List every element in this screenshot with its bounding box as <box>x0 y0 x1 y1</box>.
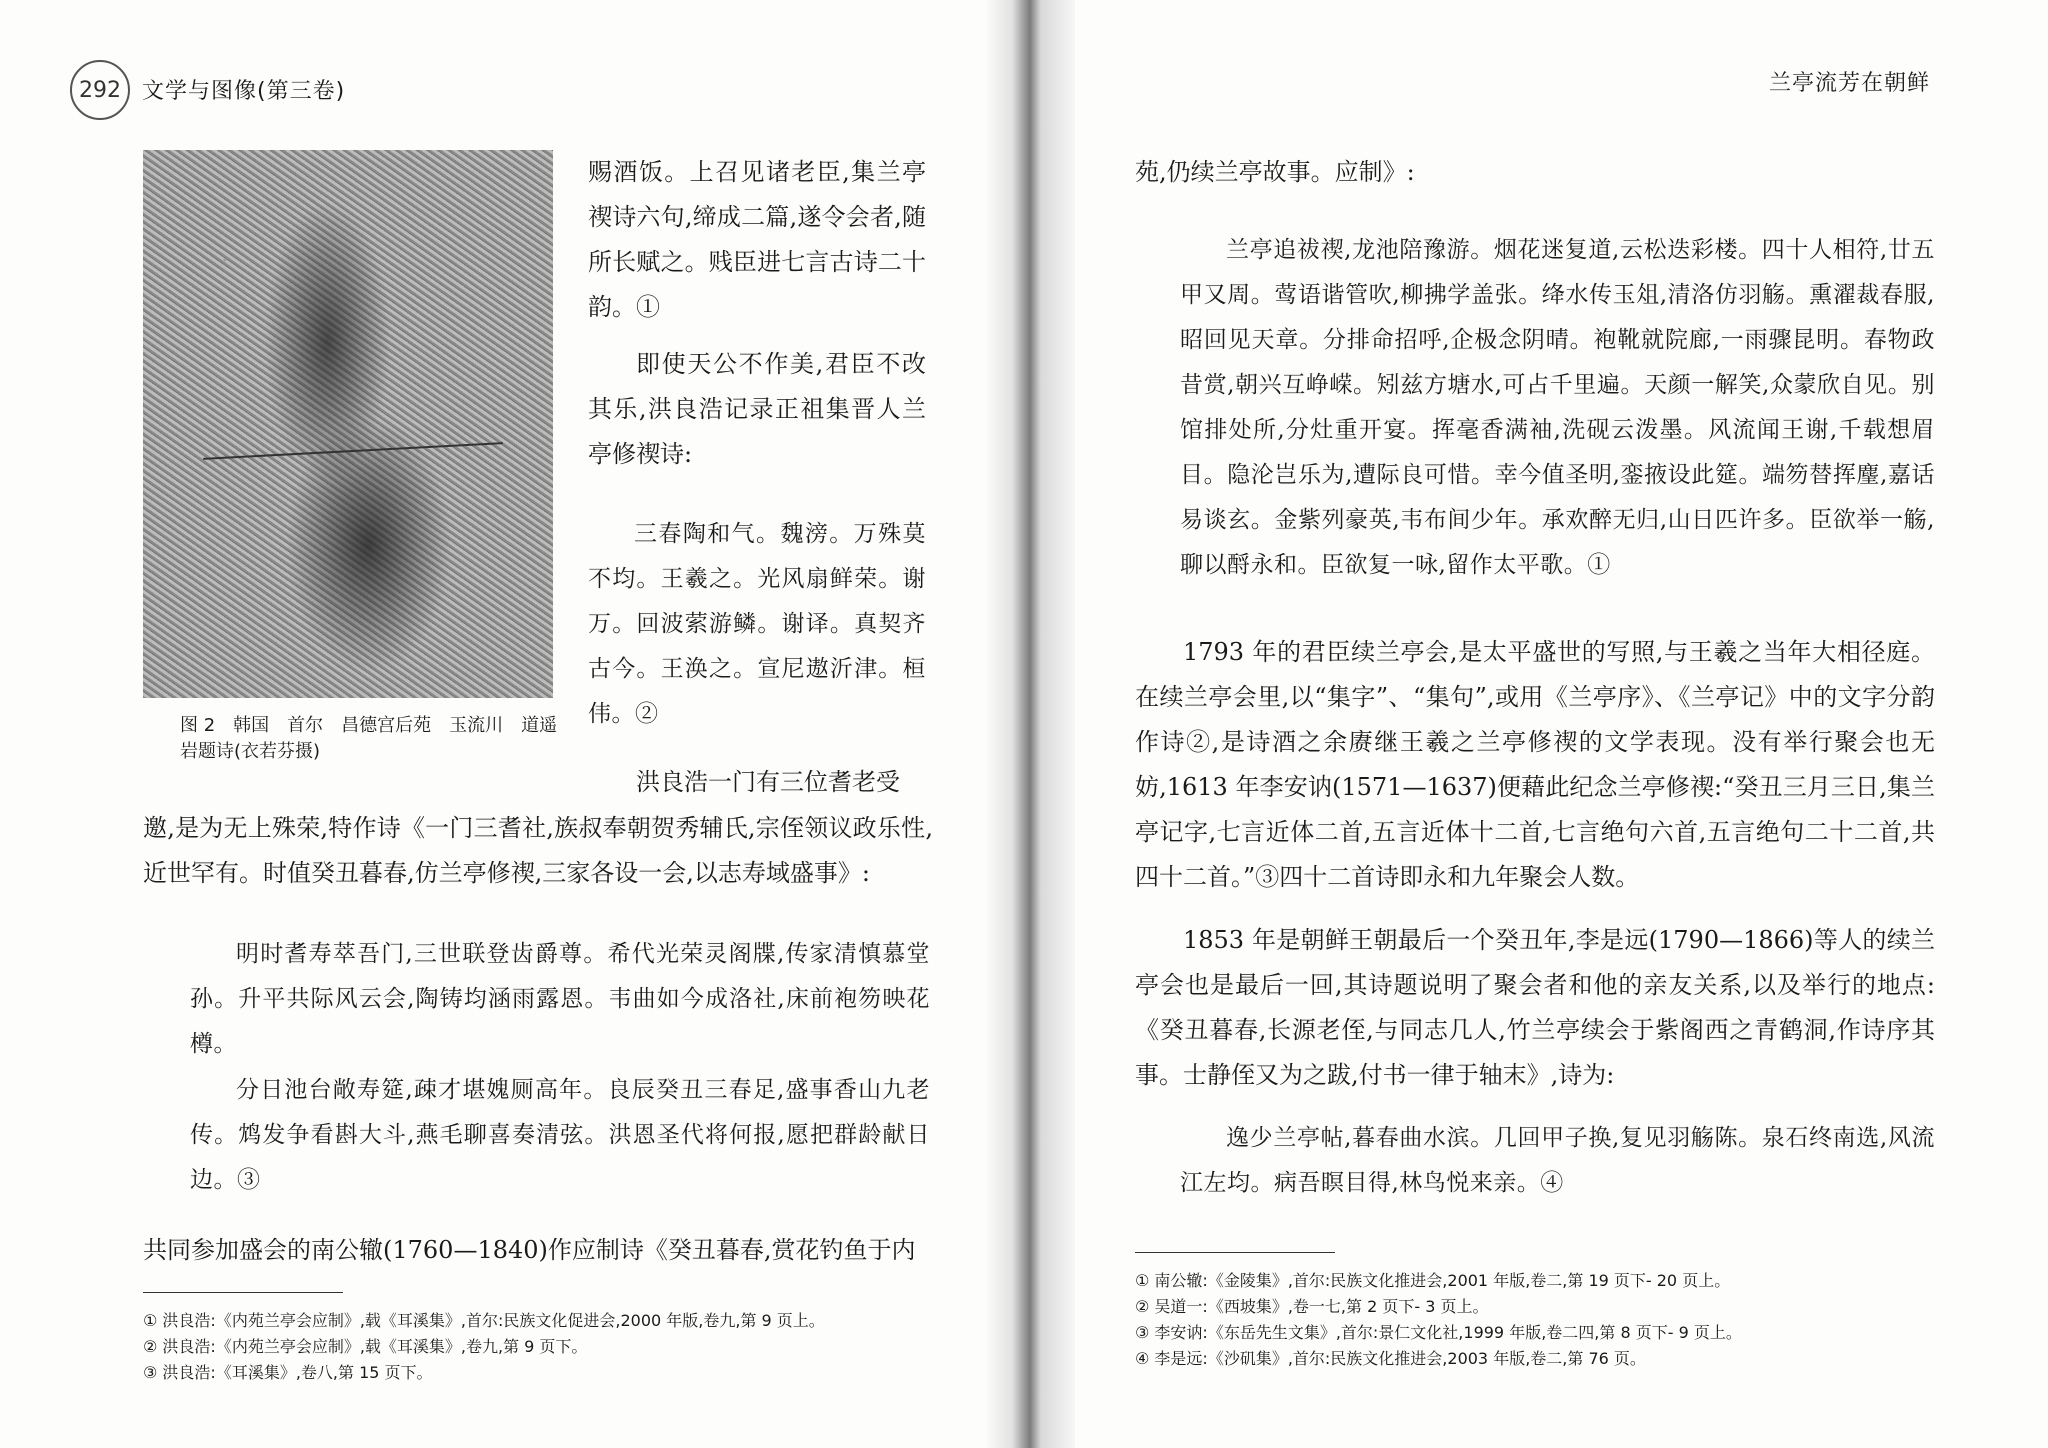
left-quote-2: 明时耆寿萃吾门,三世联登齿爵尊。希代光荣灵阁牒,传家清慎慕堂孙。升平共际风云会,陶铸均涵雨露恩。韦曲如今成洛社,床前袍笏映花樽。 <box>190 941 930 1057</box>
footnote-rule-right <box>1135 1252 1335 1253</box>
right-quote-1: 兰亭追祓禊,龙池陪豫游。烟花迷复道,云松迭彩楼。四十人相符,廿五甲又周。莺语谐管吹,柳拂学盖张。绛水传玉俎,清洛仿羽觞。熏濯裁春服,昭回见天章。分排命招呼,企极念阴晴。袍靴就院廊,一雨骤昆明。春物政昔赏,朝兴互峥嵘。矧兹方塘水,可占千里遍。天颜一解笑,众蒙欣自见。别馆排处所,分灶重开宴。挥毫香满袖,洗砚云泼墨。风流闻王谢,千载想眉目。隐沦岂乐为,遭际良可惜。幸今值圣明,銮掖设此筵。端笏替挥麈,嘉话易谈玄。金紫列豪英,韦布间少年。承欢醉无归,山日匹许多。臣欲举一觞,聊以酹永和。臣欲复一咏,留作太平歌。① <box>1180 237 1935 578</box>
left-paragraph-1: 赐酒饭。上召见诸老臣,集兰亭禊诗六句,缔成二篇,遂令会者,随所长赋之。贱臣进七言古诗二十韵。① <box>588 158 926 321</box>
footnote-right-4: ④ 李是远:《沙矶集》,首尔:民族文化推进会,2003 年版,卷二,第 76 页。 <box>1135 1349 1646 1368</box>
page-number: 292 <box>70 60 130 120</box>
left-quote-3: 分日池台敞寿筵,疎才堪媿厕高年。良辰癸丑三春足,盛事香山九老传。鸩发争看斟大斗,燕毛聊喜奏清弦。洪恩圣代将何报,愿把群龄献日边。③ <box>190 1077 930 1193</box>
right-paragraph-3: 1853 年是朝鲜王朝最后一个癸丑年,李是远(1790—1866)等人的续兰亭会也是最后一回,其诗题说明了聚会者和他的亲友关系,以及举行的地点:《癸丑暮春,长源老侄,与同志几人,竹兰亭续会于紫阁西之青鹤洞,作诗序其事。士静侄又为之跋,付书一律于轴末》,诗为: <box>1135 926 1935 1089</box>
right-paragraph-1: 苑,仍续兰亭故事。应制》: <box>1135 158 1415 186</box>
footnote-right-2: ② 吴道一:《西坡集》,卷一七,第 2 页下- 3 页上。 <box>1135 1297 1489 1316</box>
footnote-right-3: ③ 李安讷:《东岳先生文集》,首尔:景仁文化社,1999 年版,卷二四,第 8 页下- 9 页上。 <box>1135 1323 1742 1342</box>
left-paragraph-3a: 洪良浩一门有三位耆老受 <box>636 768 900 796</box>
running-head-right: 兰亭流芳在朝鲜 <box>1768 71 1930 96</box>
running-head-left: 文学与图像(第三卷) <box>142 79 346 104</box>
footnote-left-3: ③ 洪良浩:《耳溪集》,卷八,第 15 页下。 <box>143 1363 433 1382</box>
book-gutter <box>985 0 1075 1448</box>
footnote-left-1: ① 洪良浩:《内苑兰亭会应制》,载《耳溪集》,首尔:民族文化促进会,2000 年版,卷九,第 9 页上。 <box>143 1311 825 1330</box>
left-paragraph-2: 即使天公不作美,君臣不改其乐,洪良浩记录正祖集晋人兰亭修禊诗: <box>588 350 926 468</box>
footnote-rule-left <box>143 1292 343 1293</box>
rock-crack <box>203 442 503 460</box>
figure-caption: 图 2 韩国 首尔 昌德宫后苑 玉流川 道遥岩题诗(衣若芬摄) <box>180 715 558 762</box>
footnote-left-2: ② 洪良浩:《内苑兰亭会应制》,载《耳溪集》,卷九,第 9 页下。 <box>143 1337 588 1356</box>
right-quote-2: 逸少兰亭帖,暮春曲水滨。几回甲子换,复见羽觞陈。泉石终南选,风流江左均。病吾瞑目得,林鸟悦来亲。④ <box>1180 1125 1935 1196</box>
right-paragraph-2: 1793 年的君臣续兰亭会,是太平盛世的写照,与王羲之当年大相径庭。在续兰亭会里,以“集字”、“集句”,或用《兰亭序》、《兰亭记》中的文字分韵作诗②,是诗酒之余赓继王羲之兰亭修禊的文学表现。没有举行聚会也无妨,1613 年李安讷(1571—1637)便藉此纪念兰亭修禊:“癸丑三月三日,集兰亭记字,七言近体二首,五言近体十二首,七言绝句六首,五言绝句二十二首,共四十二首。”③四十二首诗即永和九年聚会人数。 <box>1135 638 1935 891</box>
left-quote-1: 三春陶和气。魏滂。万殊莫不均。王羲之。光风扇鲜荣。谢万。回波萦游鳞。谢译。真契齐古今。王涣之。宣尼遨沂津。桓伟。② <box>588 521 926 727</box>
figure-photo <box>143 150 553 698</box>
left-paragraph-4: 共同参加盛会的南公辙(1760—1840)作应制诗《癸丑暮春,赏花钓鱼于内 <box>143 1236 916 1264</box>
footnote-right-1: ① 南公辙:《金陵集》,首尔:民族文化推进会,2001 年版,卷二,第 19 页下- 20 页上。 <box>1135 1271 1731 1290</box>
left-paragraph-3b: 邀,是为无上殊荣,特作诗《一门三耆社,族叔奉朝贺秀辅氏,宗侄领议政乐性,近世罕有。时值癸丑暮春,仿兰亭修禊,三家各设一会,以志寿域盛事》: <box>143 814 933 887</box>
